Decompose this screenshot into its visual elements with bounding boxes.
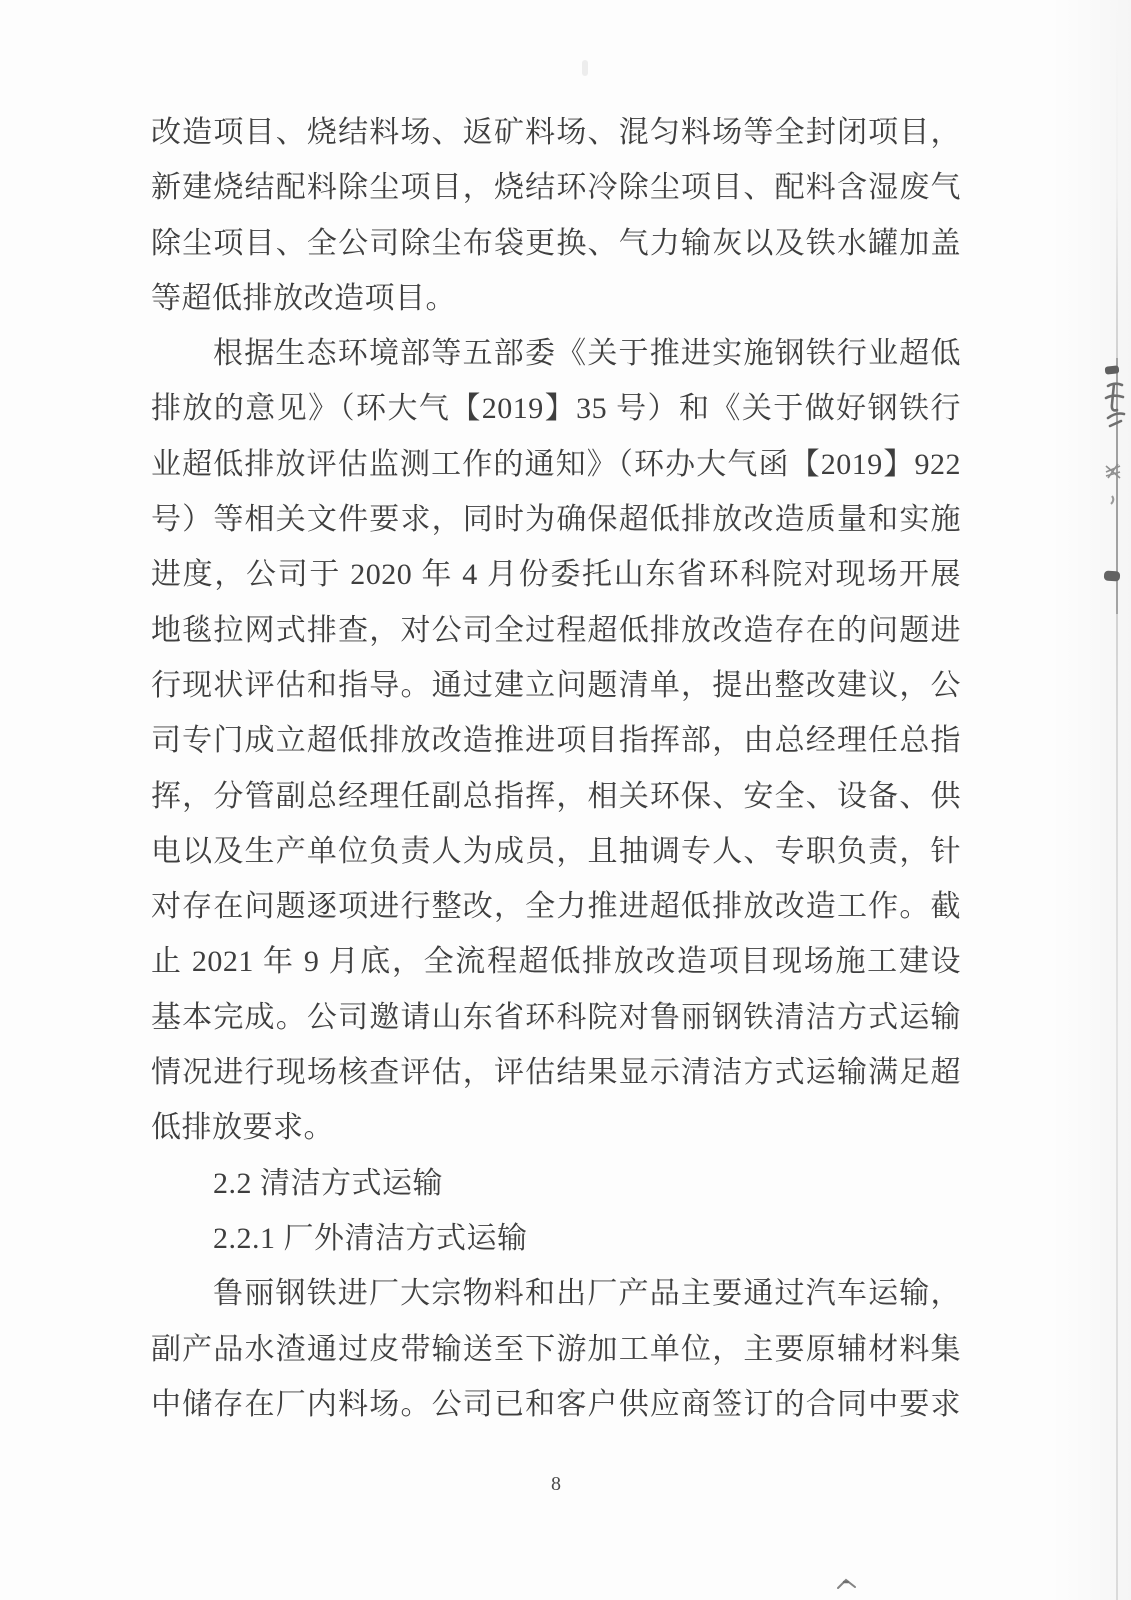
text-line: 情况进行现场核查评估，评估结果显示清洁方式运输满足超 — [151, 1056, 961, 1090]
text-line: 鲁丽钢铁进厂大宗物料和出厂产品主要通过汽车运输， — [213, 1277, 961, 1311]
text-line: 排放的意见》（环大气【2019】35 号）和《关于做好钢铁行 — [151, 392, 961, 426]
text-line: 副产品水渣通过皮带输送至下游加工单位，主要原辅材料集 — [151, 1332, 961, 1366]
text-line: 司专门成立超低排放改造推进项目指挥部，由总经理任总指 — [151, 724, 961, 758]
text-line: 地毯拉网式排查，对公司全过程超低排放改造存在的问题进 — [151, 613, 961, 647]
text-line: 低排放要求。 — [151, 1111, 334, 1145]
scan-shading — [1050, 0, 1131, 1600]
section-heading-2-2: 2.2 清洁方式运输 — [213, 1166, 443, 1200]
scan-artifact-caret — [835, 1577, 859, 1591]
text-line: 基本完成。公司邀请山东省环科院对鲁丽钢铁清洁方式运输 — [151, 1000, 961, 1034]
text-line: 行现状评估和指导。通过建立问题清单，提出整改建议，公 — [151, 668, 961, 702]
text-line: 中储存在厂内料场。公司已和客户供应商签订的合同中要求 — [151, 1387, 961, 1421]
text-line: 挥，分管副总经理任副总指挥，相关环保、安全、设备、供 — [151, 779, 961, 813]
scan-edge-line — [1116, 0, 1118, 1600]
text-block — [151, 105, 961, 1432]
page-number: 8 — [551, 1473, 561, 1495]
text-line: 根据生态环境部等五部委《关于推进实施钢铁行业超低 — [213, 337, 961, 371]
text-line: 进度，公司于 2020 年 4 月份委托山东省环科院对现场开展 — [151, 558, 961, 592]
scan-smudge — [582, 60, 588, 76]
text-line: 号）等相关文件要求，同时为确保超低排放改造质量和实施 — [151, 503, 961, 537]
scan-artifact-marks — [1098, 360, 1130, 592]
text-line: 新建烧结配料除尘项目，烧结环冷除尘项目、配料含湿废气 — [151, 171, 961, 205]
text-line: 等超低排放改造项目。 — [151, 281, 456, 315]
text-line: 对存在问题逐项进行整改，全力推进超低排放改造工作。截 — [151, 890, 961, 924]
text-line: 业超低排放评估监测工作的通知》（环办大气函【2019】922 — [151, 447, 961, 481]
text-line: 止 2021 年 9 月底，全流程超低排放改造项目现场施工建设 — [151, 945, 961, 979]
text-line: 除尘项目、全公司除尘布袋更换、气力输灰以及铁水罐加盖 — [151, 226, 961, 260]
text-line: 改造项目、烧结料场、返矿料场、混匀料场等全封闭项目， — [151, 116, 961, 149]
section-heading-2-2-1: 2.2.1 厂外清洁方式运输 — [213, 1221, 528, 1255]
text-line: 电以及生产单位负责人为成员，且抽调专人、专职负责，针 — [151, 834, 961, 868]
